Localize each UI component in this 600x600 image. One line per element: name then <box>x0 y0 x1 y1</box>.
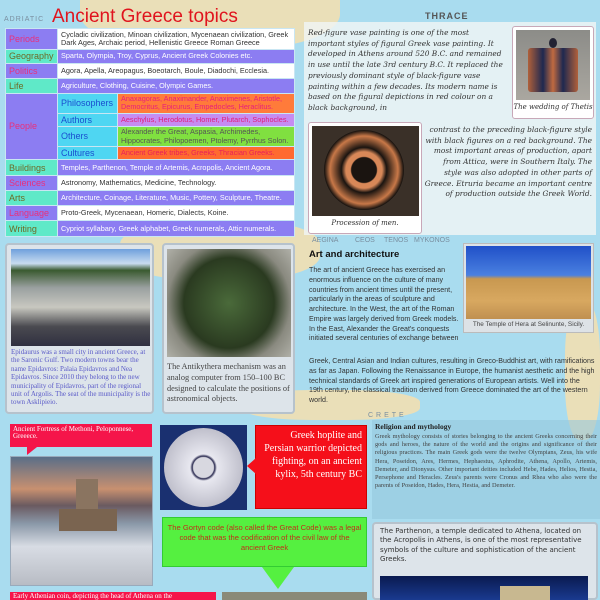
parthenon-image <box>380 576 588 600</box>
procession-figure <box>308 122 422 234</box>
vase-painting-panel <box>304 22 596 235</box>
kylix-image <box>160 425 247 510</box>
topic-content: Proto-Greek, Mycenaean, Homeric, Dialects, Koine. <box>58 206 295 221</box>
topic-content: Temples, Parthenon, Temple of Artemis, Acropolis, Ancient Agora. <box>58 160 295 176</box>
table-row <box>6 50 295 64</box>
topic-label[interactable]: Language <box>6 206 58 221</box>
table-row <box>6 64 295 79</box>
topic-content: Agriculture, Clothing, Cuisine, Olympic Games. <box>58 79 295 94</box>
temple-figure <box>463 243 594 333</box>
epidaurus-card <box>5 243 154 414</box>
map-label: THRACE <box>425 11 469 21</box>
topic-label[interactable]: Periods <box>6 29 58 50</box>
table-row <box>6 79 295 94</box>
subtopic-label[interactable]: Others <box>58 127 118 147</box>
table-row <box>6 191 295 206</box>
topic-content: Aeschylus, Herodotus, Homer, Plutarch, Sophocles. <box>118 113 295 126</box>
callout-pointer <box>247 458 256 474</box>
procession-plate-image <box>312 126 419 216</box>
vase-text-1: Red-figure vase painting is one of the most important styles of figural Greek vase painting. It developed in Athens around 520 B.C. and remained in use until the late 3rd century B.C. It replaced the previously dominant style of black-figure vase painting within a few decades. Its modern name is based on the figural depictions in red colour on a black background, in <box>308 28 503 113</box>
antikythera-image <box>167 249 291 357</box>
map-label: TENOS <box>384 237 409 244</box>
table-row <box>6 176 295 191</box>
table-row <box>6 221 295 237</box>
gortyn-callout: The Gortyn code (also called the Great Code) was a legal code that was the codification of the civil law of the ancient Greek <box>162 517 367 567</box>
methoni-fortress-image <box>10 456 153 586</box>
thetis-vase-image <box>516 30 590 100</box>
topic-label[interactable]: People <box>6 94 58 160</box>
topic-label[interactable]: Sciences <box>6 176 58 191</box>
temple-of-hera-image <box>466 246 591 319</box>
table-row <box>6 206 295 221</box>
topic-content: Cycladic civilization, Minoan civilization, Mycenaean civilization, Greek Dark Ages, Archaic period, Hellenistic Greece Roman Greece <box>58 29 295 50</box>
topic-content: Anaxagoras, Anaximander, Anaximenes, Aristotle, Democritus, Epicurus, Empedocles, Heraclitus. <box>118 94 295 114</box>
subtopic-label[interactable]: Philosophers <box>58 94 118 114</box>
map-label: AEGINA <box>312 237 339 244</box>
procession-caption: Procession of men. <box>331 219 399 227</box>
methoni-label: Ancient Fortress of Methoni, Peloponnese, Greeece. <box>10 424 152 447</box>
antikythera-card <box>162 243 295 414</box>
art-text-2: Greek, Central Asian and Indian cultures, resulting in Greco-Buddhist art, with ramifications as far as Japan. Following the Renaissance in Europe, the humanist aesthetic and the high technical standards of Greek art inspired generations of European artists. Well into the 19th century, the classical tradition derived from Greece dominated the art of the western world. <box>309 357 595 405</box>
table-row <box>6 160 295 176</box>
topic-content: Ancient Greek tribes, Greeks, Thracian Greeks. <box>118 146 295 159</box>
topic-label[interactable]: Buildings <box>6 160 58 176</box>
antikythera-caption: The Antikythera mechanism was an analog computer from 150–100 BC designed to calculate the positions of astronomical objects. <box>167 362 290 404</box>
topic-label[interactable]: Arts <box>6 191 58 206</box>
map-label: ADRIATIC <box>4 16 45 23</box>
topic-content: Agora, Apella, Areopagus, Boeotarch, Boule, Diadochi, Ecclesia. <box>58 64 295 79</box>
topic-content: Astronomy, Mathematics, Medicine, Technology. <box>58 176 295 191</box>
topic-label[interactable]: Geography <box>6 50 58 64</box>
hoplite-callout: Greek hoplite and Persian warrior depicted fighting, on an ancient kylix, 5th century BC <box>255 425 367 509</box>
thetis-caption: The wedding of Thetis <box>513 103 593 111</box>
thetis-figure <box>512 26 594 119</box>
callout-pointer <box>27 447 37 455</box>
page-title: Ancient Greece topics <box>52 6 238 27</box>
topics-table <box>5 28 295 237</box>
topic-content: Architecture, Coinage, Literature, Music, Pottery, Sculpture, Theatre. <box>58 191 295 206</box>
parthenon-caption: The Parthenon, a temple dedicated to Athena, located on the Acropolis in Athens, is one of the most representative symbols of the culture and sophistication of the ancient Greeks. <box>380 527 582 564</box>
epidaurus-caption: Epidaurus was a small city in ancient Greece, at the Saronic Gulf. Two modern towns bear the name Epidavros: Palaia Epidavros and Nea Epidavros. Since 2010 they belong to the new municipality of Epidavros, part of the regional unit of Argolis. The seat of the municipality is the town Asklipieio. <box>11 348 151 407</box>
subtopic-label[interactable]: Authors <box>58 113 118 126</box>
religion-text: Greek mythology consists of stories belonging to the ancient Greeks concerning their gods and heroes, the nature of the world and the origins and significance of their religious practices. The main Greek gods were the twelve Olympians, Zeus, his wife Hera, Poseidon, Ares, Hermes, Hephaestus, Aphrodite, Athena, Apollo, Artemis, Demeter, and Dionysus. Other important deities included Hebe, Hades, Helios, Hestia, Persephone and Heracles. Zeus's parents were Cronus and Rhea who also were the parents of Poseidon, Hades, Hera, Hestia, and Demeter. <box>375 433 597 490</box>
topic-label[interactable]: Politics <box>6 64 58 79</box>
vase-text-2: contrast to the preceding black-figure style with black figures on a red background. The most important areas of production, apart from Attica, were in Southern Italy. The style was also adopted in other parts of Greece. Etruria became an important centre of production outside the Greek World. <box>424 125 592 199</box>
temple-caption: The Temple of Hera at Selinunte, Sicily. <box>472 321 585 328</box>
coin-caption: Early Athenian coin, depicting the head of Athena on the <box>10 592 216 600</box>
topic-label[interactable]: Writing <box>6 221 58 237</box>
table-row <box>6 94 295 114</box>
topic-label[interactable]: Life <box>6 79 58 94</box>
table-row <box>6 29 295 50</box>
epidaurus-theatre-image <box>11 249 150 346</box>
art-text-1: The art of ancient Greece has exercised an enormous influence on the culture of many countries from ancient times until the present, particularly in the areas of sculpture and architecture. In the West, the art of the Roman Empire was largely derived from Greek models. In the East, Alexander the Great's conquests initiated several centuries of exchange between <box>309 266 459 343</box>
parthenon-card <box>372 522 598 600</box>
subtopic-label[interactable]: Cultures <box>58 146 118 159</box>
topic-content: Cypriot syllabary, Greek alphabet, Greek numerals, Attic numerals. <box>58 221 295 237</box>
coin-image <box>222 592 367 600</box>
topic-content: Alexander the Great, Aspasia, Archimedes, Hippocrates, Philopoemen, Ptolemy, Pyrrhus Solon. <box>118 127 295 147</box>
callout-pointer <box>262 567 294 589</box>
topic-content: Sparta, Olympia, Troy, Cyprus, Ancient Greek Colonies etc. <box>58 50 295 64</box>
map-label: CRETE <box>368 412 407 419</box>
religion-heading: Religion and mythology <box>375 422 452 431</box>
map-label: MYKONOS <box>414 237 450 244</box>
map-label: CEOS <box>355 237 375 244</box>
religion-panel <box>372 420 600 519</box>
art-heading: Art and architecture <box>309 249 400 260</box>
